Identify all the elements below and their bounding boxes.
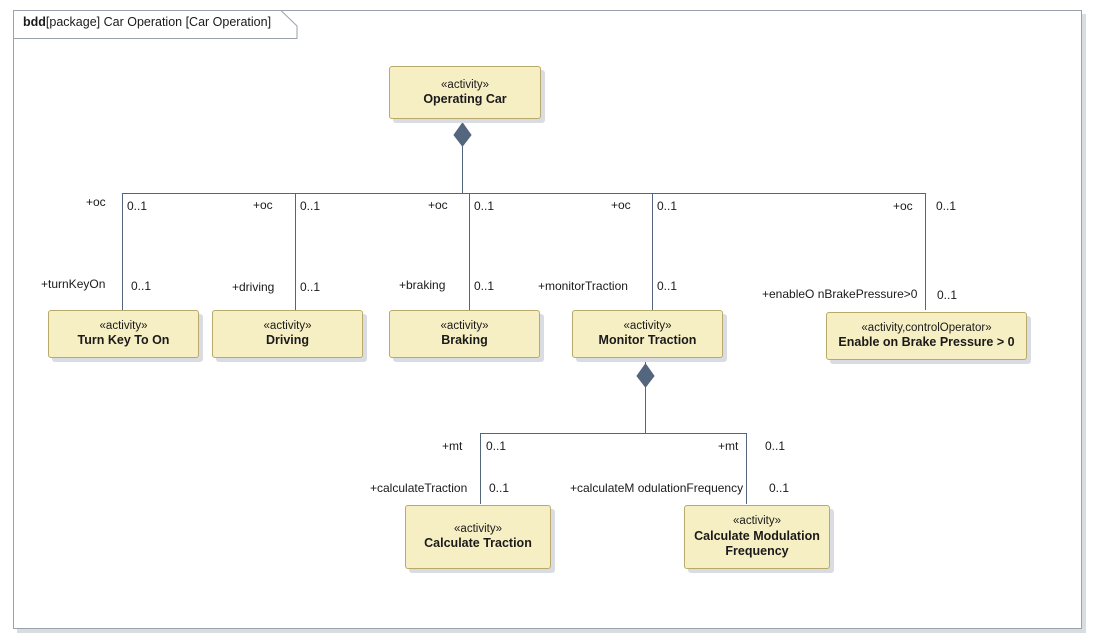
block-operating-car[interactable]: [389, 66, 541, 119]
label-turnkey-part-mult: 0..1: [131, 279, 152, 293]
block-braking[interactable]: [389, 310, 540, 358]
block-stereotype: «activity»: [623, 320, 672, 332]
connector-to-braking: [469, 193, 470, 310]
frame-label-tab: [13, 10, 298, 38]
composition-diamond-monitortraction: [636, 364, 655, 388]
block-stereotype: «activity»: [454, 523, 502, 535]
label-driving-whole-mult: 0..1: [300, 199, 321, 213]
label-braking-part-role: +braking: [399, 278, 446, 292]
label-driving-part-mult: 0..1: [300, 280, 321, 294]
block-stereotype: «activity»: [440, 320, 489, 332]
block-enable-on-brake-pressure[interactable]: [826, 312, 1027, 360]
block-stereotype: «activity»: [733, 515, 781, 528]
label-calcmodfreq-whole-role: +mt: [718, 439, 739, 453]
label-enableonbrake-whole-mult: 0..1: [936, 199, 957, 213]
label-braking-part-mult: 0..1: [474, 279, 495, 293]
block-turn-key-to-on[interactable]: [48, 310, 199, 358]
block-name: Turn Key To On: [77, 333, 170, 348]
connector-to-monitortraction: [652, 193, 653, 310]
block-name: Driving: [265, 333, 310, 348]
block-driving[interactable]: [212, 310, 363, 358]
label-driving-part-role: +driving: [232, 280, 275, 294]
connector-bus-bottom: [480, 433, 746, 434]
block-stereotype: «activity»: [263, 320, 312, 332]
label-calculatetraction-part-mult: 0..1: [489, 481, 510, 495]
label-braking-whole-mult: 0..1: [474, 199, 495, 213]
block-calculate-modulation-frequency[interactable]: [684, 505, 830, 569]
block-name: Calculate Traction: [424, 536, 532, 551]
label-braking-whole-role: +oc: [428, 198, 448, 212]
block-calculate-traction[interactable]: [405, 505, 551, 569]
label-driving-whole-role: +oc: [253, 198, 273, 212]
frame-label: [23, 15, 271, 29]
label-calcmodfreq-part-mult: 0..1: [769, 481, 790, 495]
label-calculatetraction-part-role: +calculateTraction: [370, 481, 468, 495]
connector-bus-top: [122, 193, 925, 194]
block-monitor-traction[interactable]: [572, 310, 723, 358]
label-monitortraction-part-role: +monitorTraction: [538, 279, 628, 293]
connector-to-turnkey: [122, 193, 123, 310]
label-monitortraction-whole-role: +oc: [611, 198, 631, 212]
block-name: Braking: [441, 333, 488, 348]
connector-to-driving: [295, 193, 296, 310]
block-stereotype: «activity»: [99, 320, 148, 332]
label-enableonbrake-whole-role: +oc: [893, 199, 913, 213]
block-name: Operating Car: [423, 91, 507, 106]
label-calculatetraction-whole-mult: 0..1: [486, 439, 507, 453]
label-calcmodfreq-whole-mult: 0..1: [765, 439, 786, 453]
frame-label-prefix: bdd: [23, 15, 46, 29]
label-enableonbrake-part-mult: 0..1: [937, 288, 958, 302]
label-turnkey-part-role: +turnKeyOn: [41, 277, 106, 291]
block-name: Enable on Brake Pressure > 0: [838, 335, 1015, 350]
label-calculatetraction-whole-role: +mt: [442, 439, 463, 453]
label-calcmodfreq-part-role: +calculateM odulationFrequency: [570, 481, 744, 495]
label-enableonbrake-part-role: +enableO nBrakePressure>0: [762, 287, 918, 301]
label-monitortraction-part-mult: 0..1: [657, 279, 678, 293]
composition-diamond-operatingcar: [453, 123, 472, 147]
block-name: Monitor Traction: [598, 333, 697, 348]
label-turnkey-whole-mult: 0..1: [127, 199, 148, 213]
block-stereotype: «activity»: [441, 78, 489, 91]
connector-to-enableonbrake: [925, 193, 926, 310]
label-turnkey-whole-role: +oc: [86, 195, 106, 209]
frame-label-text: [package] Car Operation [Car Operation]: [45, 15, 272, 29]
block-name: Calculate Modulation Frequency: [694, 528, 820, 559]
label-monitortraction-whole-mult: 0..1: [657, 199, 678, 213]
connector-to-calculatetraction: [480, 433, 481, 504]
block-stereotype: «activity,controlOperator»: [861, 322, 992, 334]
connector-to-calcmodfrequency: [746, 433, 747, 504]
